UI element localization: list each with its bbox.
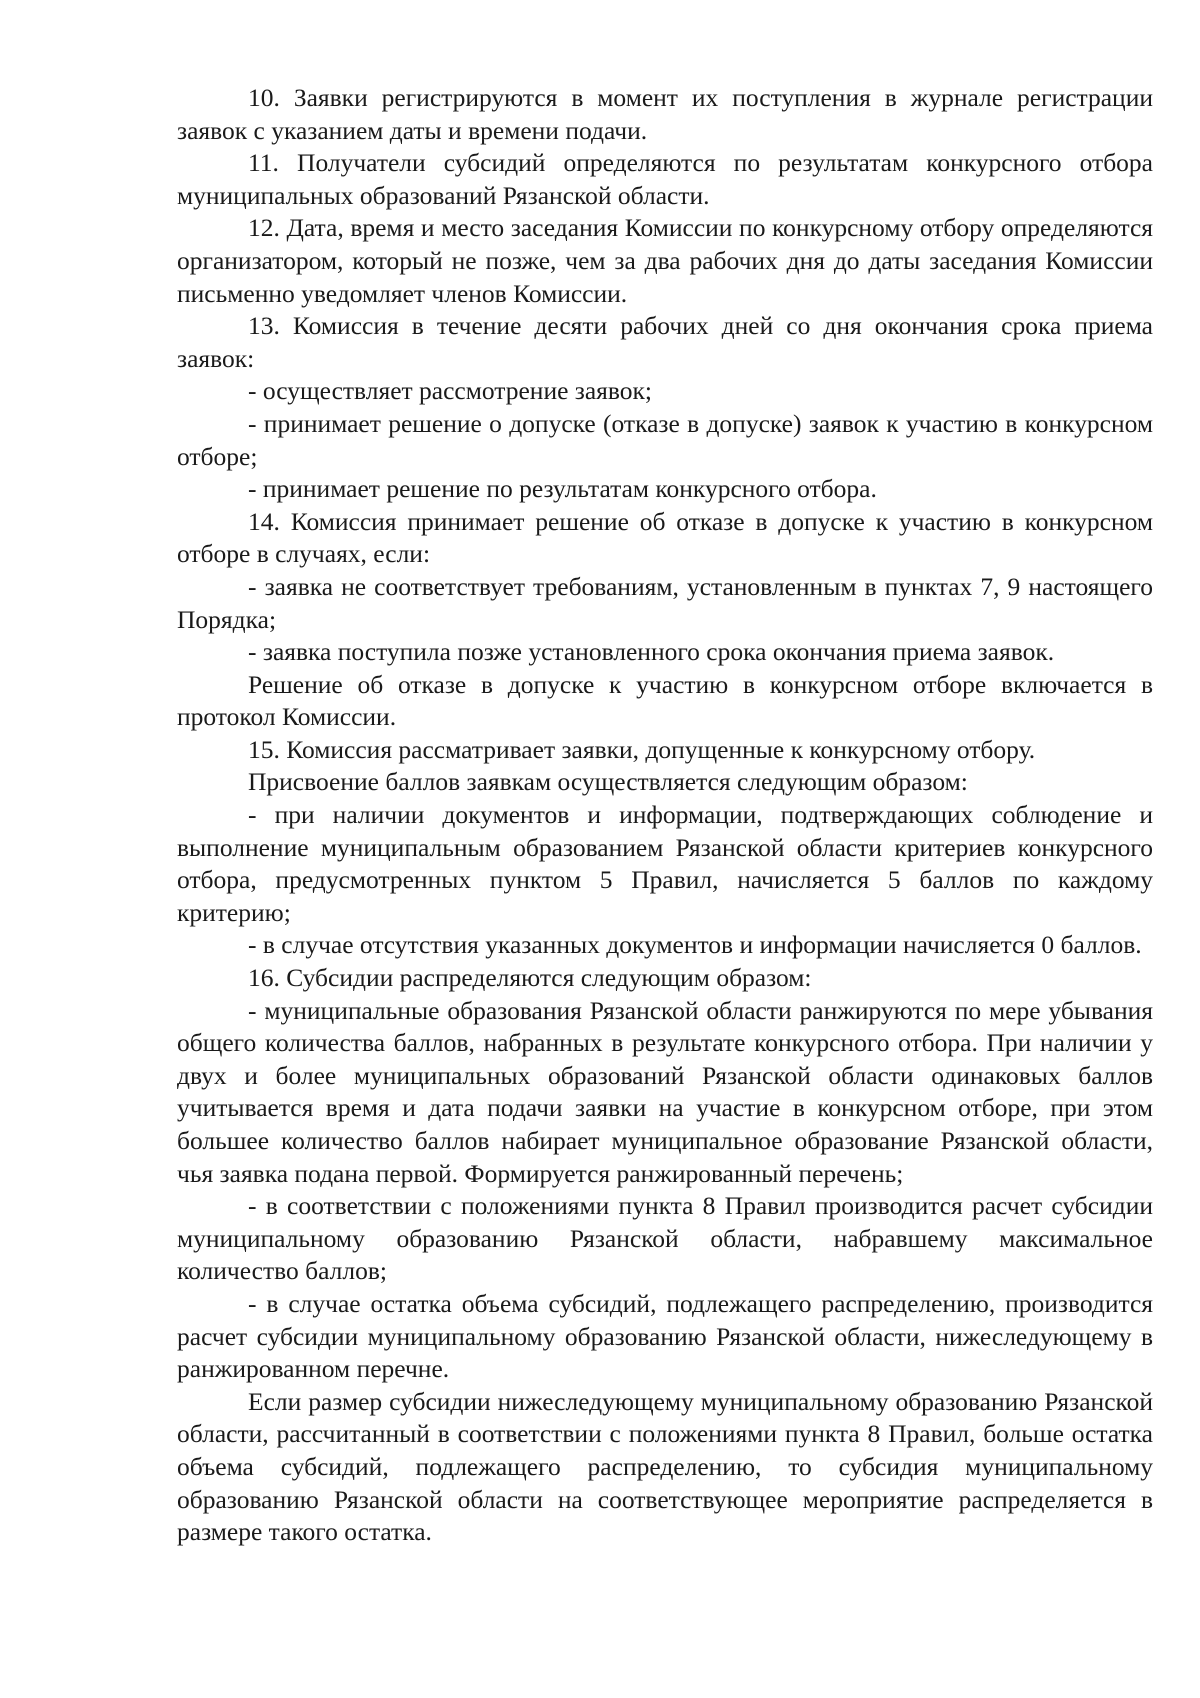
list-item: - муниципальные образования Рязанской области ранжируются по мере убывания общего количества баллов, набранных в результате конкурсного отбора. При наличии у двух и более муниципальных образований Рязанской области одинаковых баллов учитывается время и дата подачи заявки на участие в конкурсном отборе, при этом большее количество баллов набирает муниципальное образование Рязанской области, чья заявка подана первой. Формируется ранжированный перечень; <box>177 995 1153 1188</box>
list-item: - принимает решение по результатам конкурсного отбора. <box>248 474 877 504</box>
paragraph-10: 10. Заявки регистрируются в момент их поступления в журнале регистрации заявок с указанием даты и времени подачи. <box>177 83 1153 145</box>
list-item: - принимает решение о допуске (отказе в допуске) заявок к участию в конкурсном отборе; <box>177 408 1153 471</box>
list-item: - в случае отсутствия указанных документов и информации начисляется 0 баллов. <box>248 930 1142 960</box>
paragraph-15: 15. Комиссия рассматривает заявки, допущенные к конкурсному отбору. <box>248 734 1036 764</box>
list-item: - в соответствии с положениями пункта 8 Правил производится расчет субсидии муниципальному образованию Рязанской области, набравшему максимальное количество баллов; <box>177 1191 1153 1286</box>
paragraph-text: Присвоение баллов заявкам осуществляется следующим образом: <box>248 767 968 797</box>
paragraph-11: 11. Получатели субсидий определяются по результатам конкурсного отбора муниципальных образований Рязанской области. <box>177 148 1153 210</box>
list-item: - в случае остатка объема субсидий, подлежащего распределению, производится расчет субсидии муниципальному образованию Рязанской области, нижеследующему в ранжированном перечне. <box>177 1288 1153 1384</box>
paragraph-16: 16. Субсидии распределяются следующим образом: <box>248 963 812 993</box>
list-item: - осуществляет рассмотрение заявок; <box>248 376 653 406</box>
paragraph-12: 12. Дата, время и место заседания Комиссии по конкурсному отбору определяются организатором, который не позже, чем за два рабочих дня до даты заседания Комиссии письменно уведомляет членов Комиссии. <box>177 213 1153 308</box>
paragraph-13: 13. Комиссия в течение десяти рабочих дней со дня окончания срока приема заявок: <box>177 311 1153 373</box>
list-item: - заявка поступила позже установленного срока окончания приема заявок. <box>248 637 1055 667</box>
list-item: - при наличии документов и информации, подтверждающих соблюдение и выполнение муниципальным образованием Рязанской области критериев конкурсного отбора, предусмотренных пунктом 5 Правил, начисляется 5 баллов по каждому критерию; <box>177 800 1153 927</box>
list-item: - заявка не соответствует требованиям, установленным в пунктах 7, 9 настоящего Порядка; <box>177 571 1153 634</box>
document-body <box>177 82 1153 1549</box>
paragraph-text: Решение об отказе в допуске к участию в конкурсном отборе включается в протокол Комиссии. <box>177 669 1153 732</box>
paragraph-14: 14. Комиссия принимает решение об отказе в допуске к участию в конкурсном отборе в случаях, если: <box>177 506 1153 569</box>
paragraph-text: Если размер субсидии нижеследующему муниципальному образованию Рязанской области, рассчитанный в соответствии с положениями пункта 8 Правил, больше остатка объема субсидий, подлежащего распределению, то субсидия муниципальному образованию Рязанской области на соответствующее мероприятие распределяется в размере такого остатка. <box>177 1386 1153 1547</box>
